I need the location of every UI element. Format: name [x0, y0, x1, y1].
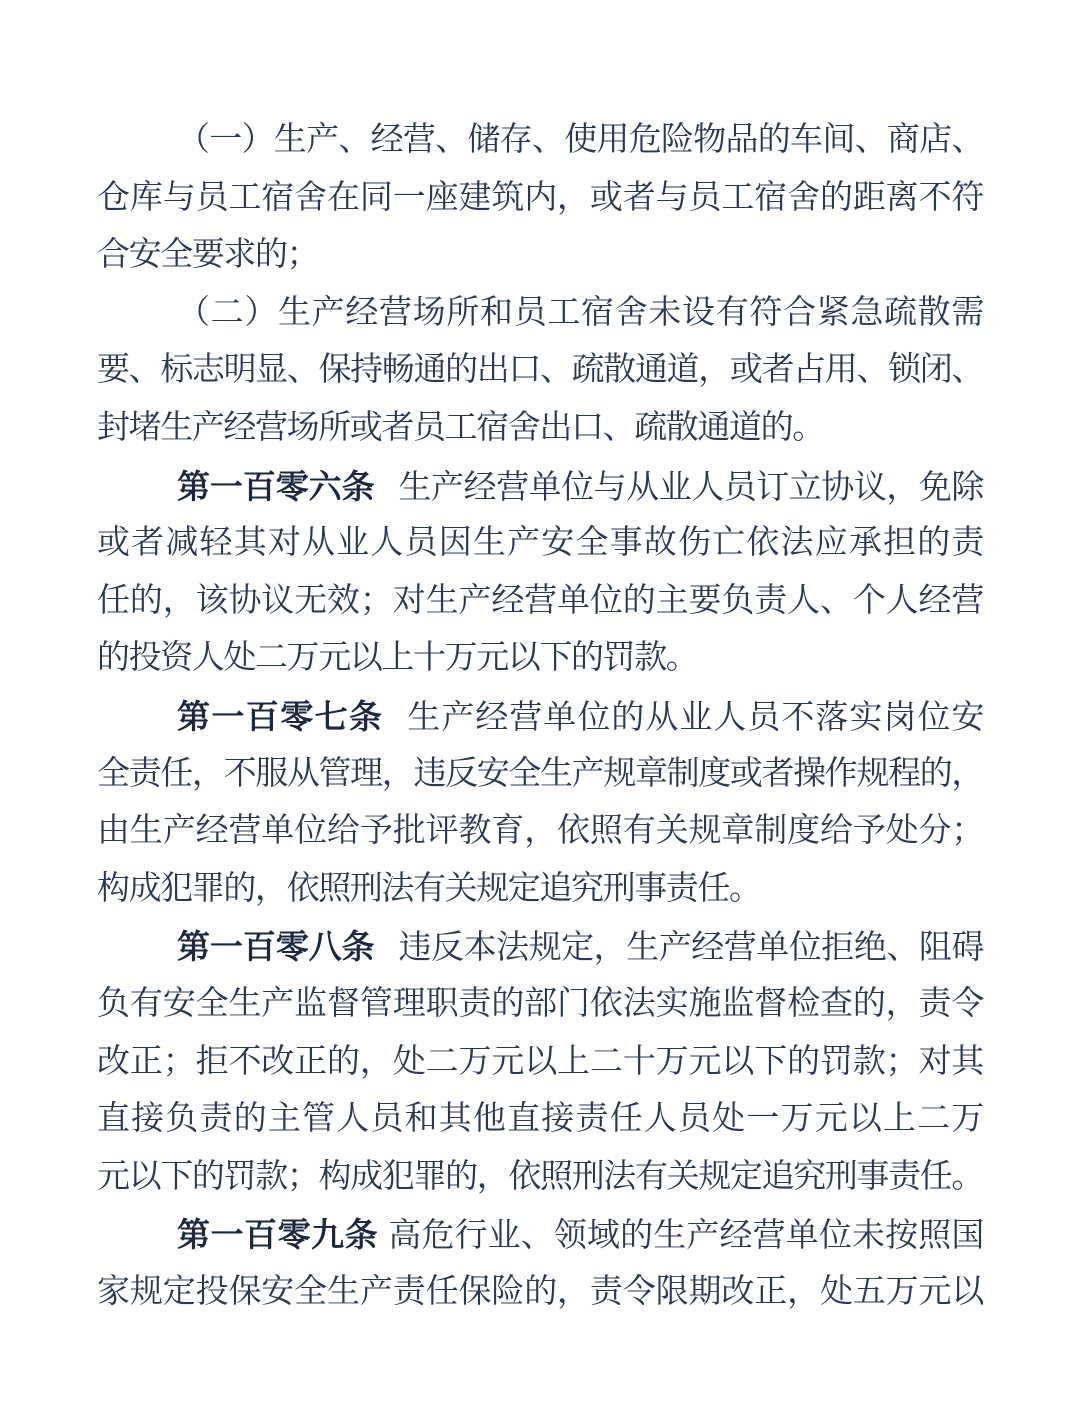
line-text: 由生产经营单位给予批评教育，依照有关规章制度给予处分；: [97, 813, 983, 850]
document-page: [97, 112, 983, 1321]
text-line: [97, 1149, 983, 1207]
line-text: 家规定投保安全生产责任保险的，责令限期改正，处五万元以: [97, 1273, 983, 1310]
line-text: 或者减轻其对从业人员因生产安全事故伤亡依法应承担的责: [97, 525, 983, 562]
text-line: [97, 861, 983, 919]
article-number: 第一百零六条: [177, 467, 375, 505]
line-text: （二）生产经营场所和员工宿舍未设有符合紧急疏散需: [177, 294, 983, 331]
text-line: [97, 1206, 983, 1264]
text-line: [97, 976, 983, 1034]
line-text: 改正；拒不改正的，处二万元以上二十万元以下的罚款；对其: [97, 1043, 983, 1080]
text-line: [97, 458, 983, 516]
text-line: [97, 573, 983, 631]
text-line: [97, 170, 983, 228]
line-text: 封堵生产经营场所或者员工宿舍出口、疏散通道的。: [97, 409, 824, 446]
line-text: 违反本法规定，生产经营单位拒绝、阻碍: [398, 930, 983, 967]
text-line: [97, 630, 983, 688]
text-line: [97, 803, 983, 861]
line-text: 生产经营单位的从业人员不落实岗位安: [407, 699, 984, 736]
line-text: 合安全要求的；: [97, 237, 319, 274]
line-text: 元以下的罚款；构成犯罪的，依照刑法有关规定追究刑事责任。: [97, 1158, 983, 1195]
text-line: [97, 227, 983, 285]
text-line: [97, 342, 983, 400]
article-number: 第一百零七条: [177, 697, 384, 735]
text-line: [97, 1264, 983, 1322]
article-number: 第一百零八条: [177, 928, 375, 966]
line-text: 仓库与员工宿舍在同一座建筑内，或者与员工宿舍的距离不符: [97, 179, 983, 216]
line-text: 负有安全生产监督管理职责的部门依法实施监督检查的，责令: [97, 985, 983, 1022]
text-line: [97, 1034, 983, 1092]
text-line: [97, 112, 983, 170]
text-line: [97, 400, 983, 458]
line-text: 任的，该协议无效；对生产经营单位的主要负责人、个人经营: [97, 582, 983, 619]
text-line: [97, 688, 983, 746]
line-text: 生产经营单位与从业人员订立协议，免除: [398, 469, 983, 506]
line-text: 高危行业、领域的生产经营单位未按照国: [388, 1218, 983, 1255]
text-line: [97, 918, 983, 976]
text-line: [97, 515, 983, 573]
line-text: （一）生产、经营、储存、使用危险物品的车间、商店、: [177, 122, 983, 158]
line-text: 构成犯罪的，依照刑法有关规定追究刑事责任。: [97, 870, 761, 907]
line-text: 全责任，不服从管理，违反安全生产规章制度或者操作规程的，: [97, 755, 983, 792]
text-line: [97, 746, 983, 804]
line-text: 要、标志明显、保持畅通的出口、疏散通道，或者占用、锁闭、: [97, 352, 983, 389]
text-line: [97, 1091, 983, 1149]
line-text: 直接负责的主管人员和其他直接责任人员处一万元以上二万: [97, 1101, 983, 1138]
article-number: 第一百零九条: [177, 1216, 379, 1254]
line-text: 的投资人处二万元以上十万元以下的罚款。: [97, 640, 698, 677]
text-line: [97, 285, 983, 343]
